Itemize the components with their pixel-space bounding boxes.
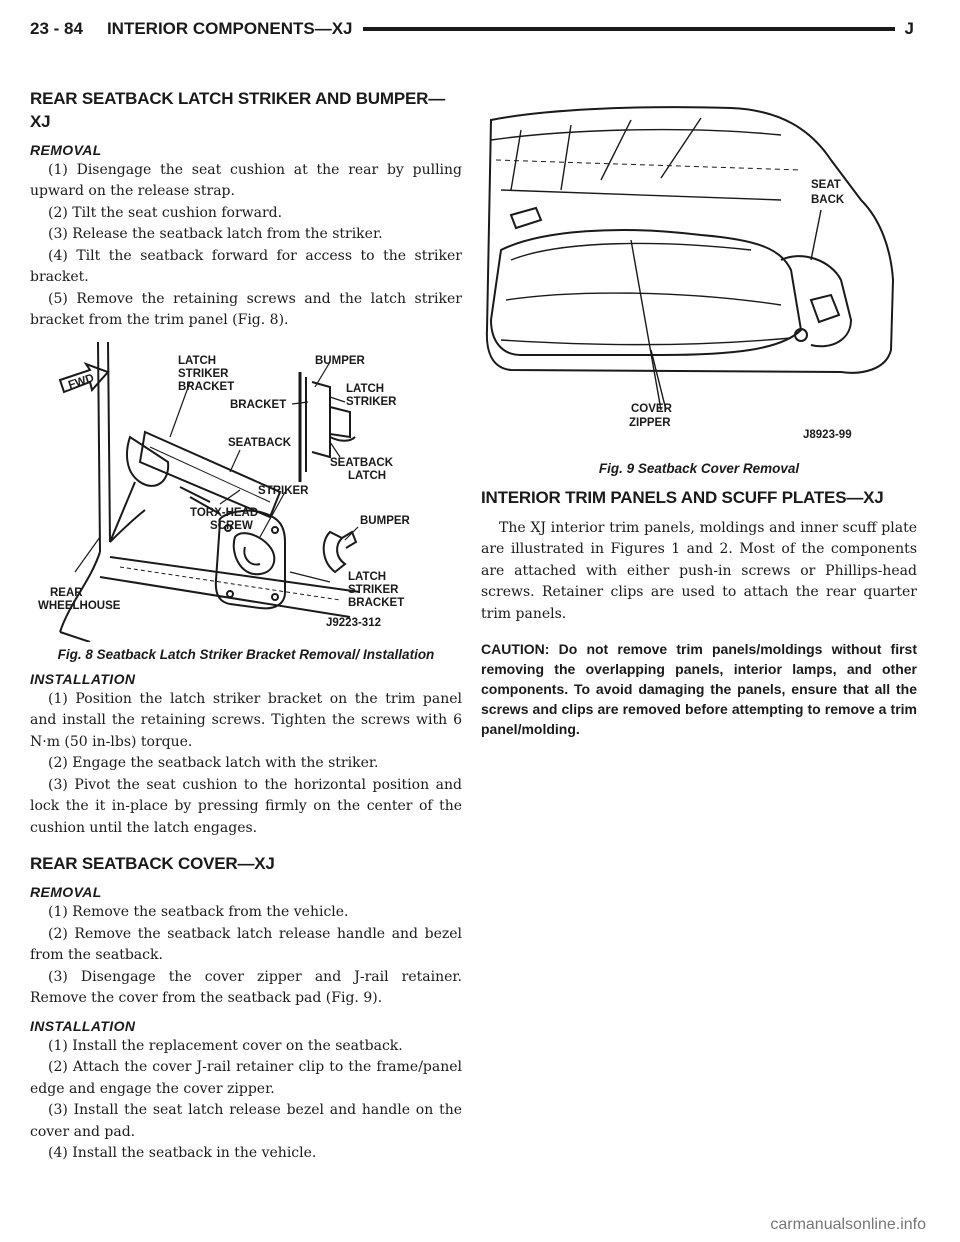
step: (3) Disengage the cover zipper and J-rail retainer. Remove the cover from the seatback pad (Fig. 9). <box>30 968 462 1007</box>
fig8-label: SEATBACK <box>228 436 292 449</box>
fig8-label: LATCH <box>346 382 385 395</box>
fig9-label-back: BACK <box>811 194 845 206</box>
fig9-caption: Fig. 9 Seatback Cover Removal <box>598 461 800 476</box>
fig8-label: BUMPER <box>315 354 365 367</box>
chapter-title: INTERIOR COMPONENTS—XJ <box>106 19 353 38</box>
step: (2) Attach the cover J-rail retainer clip to the frame/panel edge and engage the cover zipper. <box>30 1059 462 1097</box>
caution-note: CAUTION: Do not remove trim panels/moldings without first removing the overlapping panels, interior lamps, and other components. To avoid damaging the panels, ensure that all the screws and clips are removed before attempting to remove a trim panel/molding. <box>481 641 917 738</box>
watermark: carmanualsonline.info <box>770 1216 926 1233</box>
fig9-label-zipper: ZIPPER <box>629 417 671 429</box>
page-header <box>30 14 932 44</box>
removal-heading: REMOVAL <box>30 884 102 901</box>
step: (2) Tilt the seat cushion forward. <box>48 204 283 221</box>
fig8-illustration <box>30 342 462 642</box>
page-number: 23 - 84 <box>30 19 83 38</box>
section-title-striker: REAR SEATBACK LATCH STRIKER AND BUMPER—XJ <box>30 89 445 131</box>
fig8-label: SEATBACK <box>330 456 394 469</box>
fig8-label: SCREW <box>210 519 253 532</box>
fig8-label: STRIKER <box>258 484 309 497</box>
fig8-label: REAR <box>50 586 83 599</box>
fig8-label: BRACKET <box>348 596 405 609</box>
section-title-cover: REAR SEATBACK COVER—XJ <box>30 854 275 874</box>
fig8-label: LATCH <box>178 354 217 367</box>
fig8-label: TORX-HEAD <box>190 506 259 519</box>
removal-heading: REMOVAL <box>30 141 102 158</box>
header-code: J <box>904 19 914 38</box>
header-rule <box>363 27 895 31</box>
fig8-label: BUMPER <box>360 514 410 527</box>
fig8-caption: Fig. 8 Seatback Latch Striker Bracket Removal/ Installation <box>57 646 435 662</box>
fig8-label: LATCH <box>348 570 387 583</box>
step: (3) Install the seat latch release bezel and handle on the cover and pad. <box>30 1102 462 1140</box>
step: (1) Remove the seatback from the vehicle. <box>48 904 349 921</box>
fig8-code: J9223-312 <box>326 616 381 629</box>
step: (4) Tilt the seatback forward for access to the striker bracket. <box>30 247 462 286</box>
fig9-illustration <box>481 100 917 450</box>
installation-heading: INSTALLATION <box>30 1017 136 1034</box>
step: (3) Pivot the seat cushion to the horizontal position and lock the it in-place by pressing firmly on the center of the cushion until the latch engages. <box>30 776 462 836</box>
step: (2) Remove the seatback latch release handle and bezel from the seatback. <box>30 925 462 964</box>
installation-heading: INSTALLATION <box>30 670 136 687</box>
figure-8 <box>30 342 462 663</box>
fig8-label: STRIKER <box>178 367 229 380</box>
section-title-trim: INTERIOR TRIM PANELS AND SCUFF PLATES—XJ <box>481 488 884 507</box>
fig8-label: LATCH <box>348 469 387 482</box>
fig8-label-fwd: FWD <box>66 372 96 392</box>
fig9-code: J8923-99 <box>803 429 852 441</box>
left-column <box>30 88 462 1165</box>
figure-9 <box>481 100 917 477</box>
right-column <box>481 100 917 739</box>
step: (4) Install the seatback in the vehicle. <box>48 1145 317 1162</box>
fig8-label: BRACKET <box>230 398 287 411</box>
fig8-label: WHEELHOUSE <box>38 599 121 612</box>
step: (1) Position the latch striker bracket on the trim panel and install the retaining screws. Tighten the screws with 6 N·m (50 in-lbs) torque. <box>30 690 462 750</box>
fig9-label-cover: COVER <box>631 403 672 415</box>
body-text: The XJ interior trim panels, moldings and inner scuff plate are illustrated in Figures 1 and 2. Most of the components are attached with either push-in screws or Phillips-head screws. Retainer clips are used to attach the rear quarter trim panels. <box>481 519 917 622</box>
fig8-label: STRIKER <box>348 583 399 596</box>
fig8-label: BRACKET <box>178 380 235 393</box>
fig8-label: STRIKER <box>346 395 397 408</box>
step: (1) Disengage the seat cushion at the rear by pulling upward on the release strap. <box>30 161 462 200</box>
fig9-label-seat: SEAT <box>811 179 841 191</box>
step: (5) Remove the retaining screws and the latch striker bracket from the trim panel (Fig. 8). <box>30 290 462 329</box>
step: (1) Install the replacement cover on the seatback. <box>48 1037 403 1054</box>
step: (3) Release the seatback latch from the striker. <box>48 226 383 243</box>
step: (2) Engage the seatback latch with the striker. <box>48 755 379 772</box>
